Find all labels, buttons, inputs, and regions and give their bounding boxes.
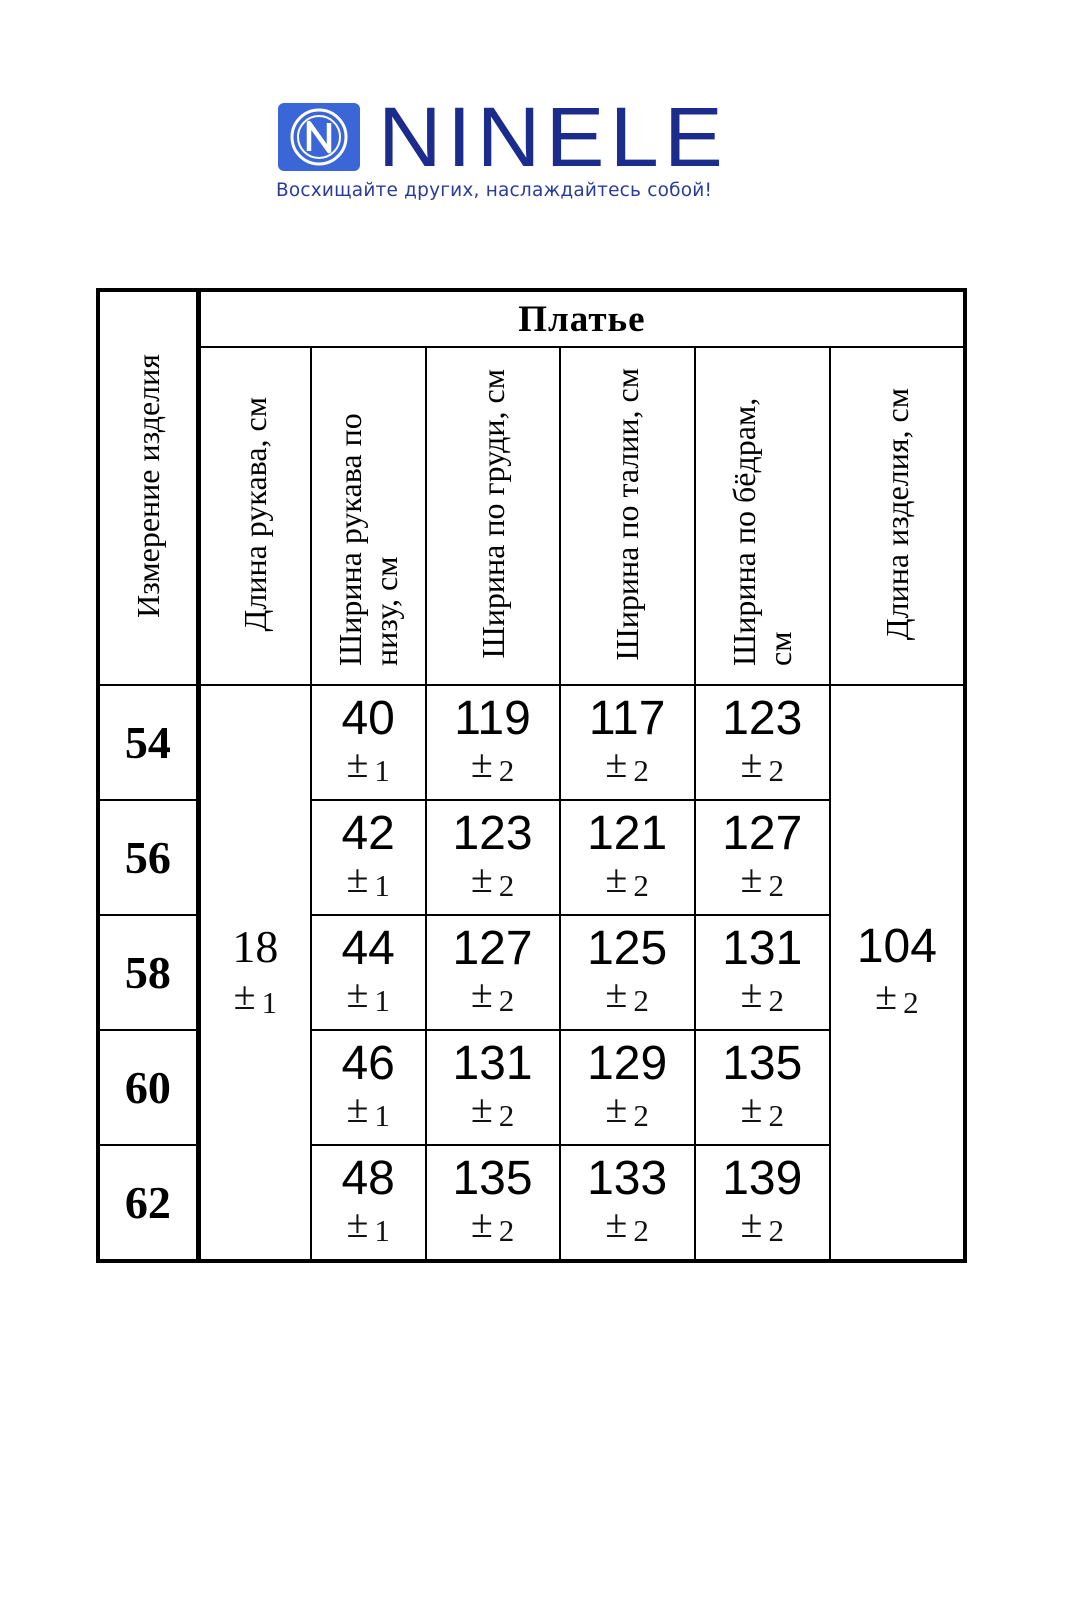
col-header-chest: Ширина по груди, см <box>426 347 560 685</box>
ninele-logo-icon <box>278 103 360 171</box>
col-header-sleeve-length: Длина рукава, см <box>198 347 311 685</box>
size-cell: 54 <box>98 685 198 800</box>
chest-cell: 135 ± 2 <box>426 1145 560 1261</box>
brand-slogan: Восхищайте других, наслаждайтесь собой! <box>276 180 713 201</box>
sleeve-bottom-cell: 48 ± 1 <box>311 1145 426 1261</box>
table-title: Платье <box>198 290 965 347</box>
waist-cell: 133 ± 2 <box>560 1145 695 1261</box>
brand-logo <box>276 90 798 210</box>
col-header-sleeve-bottom: Ширина рукава по низу, см <box>311 347 426 685</box>
size-chart-table <box>96 288 967 1263</box>
chest-cell: 131 ± 2 <box>426 1030 560 1145</box>
sleeve-bottom-cell: 44 ± 1 <box>311 915 426 1030</box>
sleeve-bottom-cell: 42 ± 1 <box>311 800 426 915</box>
hips-cell: 135 ± 2 <box>695 1030 830 1145</box>
hips-cell: 127 ± 2 <box>695 800 830 915</box>
row-header-cell <box>98 290 198 685</box>
table-row <box>98 685 965 800</box>
brand-name: NINELE <box>378 90 729 184</box>
size-cell: 58 <box>98 915 198 1030</box>
product-length-cell: 104 ± 2 <box>830 685 965 1261</box>
hips-cell: 139 ± 2 <box>695 1145 830 1261</box>
sleeve-bottom-cell: 40 ± 1 <box>311 685 426 800</box>
chest-cell: 123 ± 2 <box>426 800 560 915</box>
sleeve-length-cell: 18 ± 1 <box>198 685 311 1261</box>
sleeve-bottom-cell: 46 ± 1 <box>311 1030 426 1145</box>
col-header-product-length: Длина изделия, см <box>830 347 965 685</box>
col-header-waist: Ширина по талии, см <box>560 347 695 685</box>
row-header-label: Измерение изделия <box>129 353 166 618</box>
waist-cell: 121 ± 2 <box>560 800 695 915</box>
waist-cell: 125 ± 2 <box>560 915 695 1030</box>
hips-cell: 131 ± 2 <box>695 915 830 1030</box>
waist-cell: 129 ± 2 <box>560 1030 695 1145</box>
hips-cell: 123 ± 2 <box>695 685 830 800</box>
waist-cell: 117 ± 2 <box>560 685 695 800</box>
chest-cell: 127 ± 2 <box>426 915 560 1030</box>
col-header-hips: Ширина по бёдрам, см <box>695 347 830 685</box>
size-cell: 60 <box>98 1030 198 1145</box>
chest-cell: 119 ± 2 <box>426 685 560 800</box>
size-cell: 56 <box>98 800 198 915</box>
size-cell: 62 <box>98 1145 198 1261</box>
